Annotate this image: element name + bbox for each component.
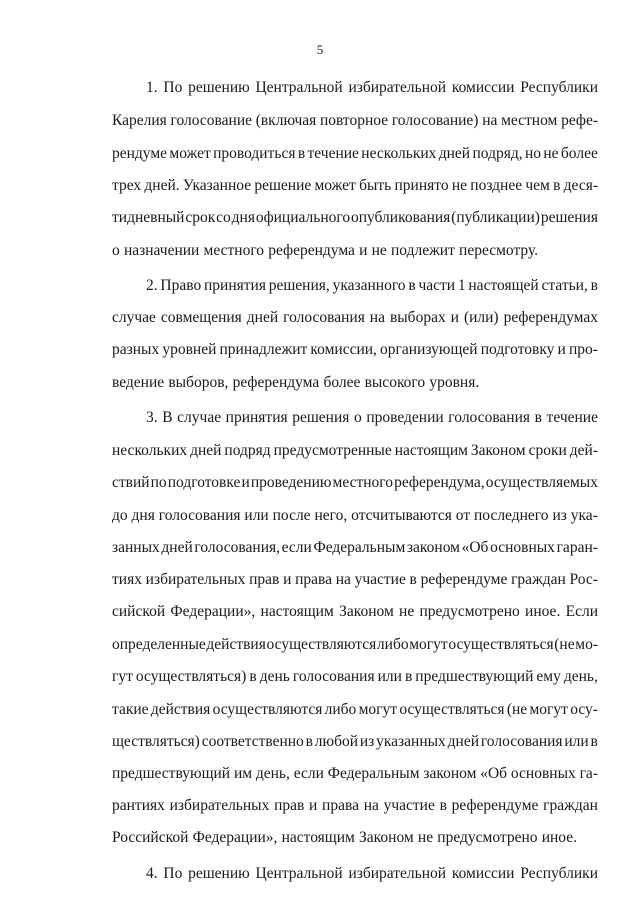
word: из <box>552 507 567 524</box>
word: назначении <box>123 242 200 259</box>
word: избирательной <box>348 865 447 882</box>
word: решению <box>188 865 250 882</box>
word: (публикации) <box>451 209 540 226</box>
word: (или) <box>463 309 499 326</box>
word: права <box>322 797 359 814</box>
text-line <box>112 790 598 822</box>
text-line <box>112 822 598 854</box>
word: в <box>404 668 413 685</box>
word: разных <box>112 341 160 358</box>
word: проведению <box>250 474 332 491</box>
word: местном <box>501 112 558 129</box>
text-line <box>112 235 598 267</box>
word: дней <box>246 309 279 326</box>
word: могут <box>358 701 398 718</box>
word: в <box>297 145 306 162</box>
page-number: 5 <box>316 42 324 57</box>
word: участие <box>354 571 406 588</box>
word: осуществляться <box>399 701 505 718</box>
word: после <box>272 507 311 524</box>
word: Право <box>160 277 202 294</box>
word: случае <box>177 409 222 426</box>
word: избирательных <box>145 571 246 588</box>
word: комиссии <box>451 79 515 96</box>
word: позднее <box>470 177 523 194</box>
word: гут <box>112 668 133 685</box>
word: высокого <box>364 374 426 391</box>
word: ствий <box>112 474 150 491</box>
text-line <box>112 138 598 170</box>
word: иное. <box>541 829 578 846</box>
word: течение <box>546 409 598 426</box>
word: подряд <box>224 442 271 459</box>
word: в <box>305 733 313 750</box>
word: подготовку <box>480 341 555 358</box>
word: опубликования <box>350 209 451 226</box>
word: о <box>112 242 120 259</box>
word: и <box>309 797 318 814</box>
word: дей- <box>569 442 598 459</box>
word: решение <box>254 177 312 194</box>
word: случае <box>112 309 156 326</box>
word: не <box>417 829 434 846</box>
word: референдуме <box>451 797 539 814</box>
word: него, <box>314 507 348 524</box>
word: Законом <box>339 603 394 620</box>
word: решения <box>540 209 598 226</box>
word: из <box>359 733 375 750</box>
word: права <box>295 571 332 588</box>
word: в <box>409 571 417 588</box>
word: уровня. <box>429 374 480 391</box>
text-line <box>112 500 598 532</box>
word: осуществляться) <box>135 668 247 685</box>
word: в <box>553 177 561 194</box>
word: на <box>369 309 385 326</box>
text-line <box>112 629 598 661</box>
word: уровней <box>162 341 217 358</box>
word: 1 <box>457 277 466 294</box>
word: день, <box>255 765 290 782</box>
word: в <box>590 733 598 750</box>
word: со <box>216 209 231 226</box>
text-line <box>112 467 598 499</box>
word: деся- <box>563 177 598 194</box>
word: Федерации», <box>192 829 278 846</box>
word: дней <box>161 539 193 556</box>
word: местного <box>203 242 265 259</box>
word: 1. <box>146 79 158 96</box>
word: настоящим <box>260 603 334 620</box>
word: нескольких <box>112 442 188 459</box>
word: местного <box>332 474 394 491</box>
word: принятия <box>225 409 288 426</box>
word: решения <box>292 409 350 426</box>
word: проводиться <box>213 145 296 162</box>
word: решению <box>188 79 250 96</box>
word: и <box>557 341 566 358</box>
word: принято <box>394 177 449 194</box>
text-line <box>112 694 598 726</box>
word: статьи, <box>541 277 588 294</box>
word: дня <box>131 507 155 524</box>
word: тидневный <box>112 209 185 226</box>
word: выборах <box>389 309 446 326</box>
word: более <box>323 374 361 391</box>
word: подготовке <box>167 474 241 491</box>
word: принадлежит <box>219 341 308 358</box>
word: может <box>169 145 211 162</box>
word: голосования <box>448 409 531 426</box>
word: и <box>450 309 459 326</box>
word: Если <box>565 603 598 620</box>
word: рефе- <box>561 112 598 129</box>
word: если <box>293 765 324 782</box>
word: избирательных <box>169 797 270 814</box>
word: либо <box>324 701 357 718</box>
word: если <box>281 539 312 556</box>
word: более <box>560 145 598 162</box>
word: действия <box>150 701 211 718</box>
word: ществляться) <box>112 733 200 750</box>
word: законом <box>406 539 460 556</box>
word: голосования <box>283 309 365 326</box>
word: комиссии, <box>310 341 377 358</box>
word: о <box>354 409 362 426</box>
word: на <box>363 797 379 814</box>
word: «Об <box>480 765 508 782</box>
word: может <box>314 177 356 194</box>
word: Рос- <box>569 571 598 588</box>
word: но <box>524 145 542 162</box>
word: Федеральным <box>327 765 420 782</box>
word: подлежит <box>390 242 455 259</box>
word: основных <box>490 539 555 556</box>
word: референдумах <box>503 309 598 326</box>
word: предшествующий <box>112 765 231 782</box>
word: принятия <box>203 277 266 294</box>
word: любой <box>314 733 359 750</box>
word: части <box>418 277 456 294</box>
word: чем <box>525 177 550 194</box>
text-line <box>146 402 598 434</box>
word: осуществляться <box>448 636 554 653</box>
word: дней <box>190 442 222 459</box>
word: голосования <box>480 733 563 750</box>
word: и <box>359 242 368 259</box>
word: день <box>259 668 290 685</box>
word: соответственно <box>201 733 304 750</box>
word: последнего <box>474 507 549 524</box>
word: в <box>439 797 447 814</box>
word: Российской <box>112 829 189 846</box>
word: По <box>163 865 183 882</box>
text-line <box>112 367 598 399</box>
word: «Об <box>461 539 489 556</box>
word: голосования <box>158 507 241 524</box>
word: осуществляются <box>212 701 323 718</box>
word: участие <box>383 797 435 814</box>
word: голосование <box>170 112 252 129</box>
text-line <box>112 661 598 693</box>
word: Центральной <box>255 865 343 882</box>
word: пересмотру. <box>459 242 539 259</box>
word: (включая <box>255 112 317 129</box>
word: подряд, <box>472 145 523 162</box>
word: дней <box>438 145 471 162</box>
word: день, <box>563 668 598 685</box>
word: 3. <box>146 409 158 426</box>
word: граждан <box>543 797 598 814</box>
word: до <box>112 507 128 524</box>
word: 2. <box>146 277 158 294</box>
text-line <box>112 302 598 334</box>
word: тиях <box>112 571 142 588</box>
word: дней <box>447 733 479 750</box>
word: Указанное <box>182 177 252 194</box>
word: могут <box>529 701 568 718</box>
word: Федерации», <box>170 603 256 620</box>
word: определенные <box>112 636 206 653</box>
word: на <box>482 112 498 129</box>
word: осуществляются <box>266 636 377 653</box>
word: настоящим <box>281 829 355 846</box>
word: В <box>162 409 173 426</box>
word: избирательной <box>348 79 447 96</box>
word: совмещения <box>160 309 242 326</box>
text-line <box>146 72 598 104</box>
word: ука- <box>570 507 598 524</box>
text-line <box>112 564 598 596</box>
word: или <box>377 668 402 685</box>
word: настоящим <box>394 442 468 459</box>
word: про- <box>568 341 598 358</box>
word: комиссии <box>451 865 515 882</box>
word: в <box>249 668 257 685</box>
word: течение <box>307 145 359 162</box>
word: или <box>244 507 269 524</box>
word: либо <box>376 636 409 653</box>
word: мо- <box>575 636 598 653</box>
word: прав <box>249 571 280 588</box>
word: Законом <box>470 442 526 459</box>
word: сийской <box>112 603 166 620</box>
text-line <box>112 596 598 628</box>
word: осуществляемых <box>485 474 598 491</box>
word: ведение <box>112 374 165 391</box>
word: ему <box>536 668 561 685</box>
word: 4. <box>146 865 158 882</box>
text-line <box>112 532 598 564</box>
word: граждан <box>511 571 566 588</box>
word: Республики <box>520 79 598 96</box>
word: дня <box>231 209 255 226</box>
word: указанных <box>376 733 446 750</box>
word: рендуме <box>112 145 168 162</box>
text-line <box>112 170 598 202</box>
word: организующей <box>380 341 478 358</box>
word: предшествующий <box>415 668 534 685</box>
word: По <box>163 79 183 96</box>
word: нескольких <box>361 145 437 162</box>
word: законом <box>423 765 477 782</box>
word: по <box>150 474 167 491</box>
word: занных <box>112 539 160 556</box>
word: сроки <box>528 442 567 459</box>
word: такие <box>112 701 149 718</box>
word: (не <box>506 701 528 718</box>
text-line <box>146 270 598 302</box>
word: референдуме <box>420 571 508 588</box>
word: голосование) <box>391 112 479 129</box>
word: повторное <box>319 112 389 129</box>
word: могут <box>409 636 448 653</box>
text-line <box>112 105 598 137</box>
word: референдума <box>232 374 320 391</box>
word: га- <box>579 765 598 782</box>
word: выборов, <box>168 374 229 391</box>
word: предусмотрено <box>419 603 520 620</box>
word: указанного <box>332 277 406 294</box>
text-line <box>112 334 598 366</box>
text-line <box>112 435 598 467</box>
text-line <box>146 858 598 890</box>
word: Законом <box>359 829 414 846</box>
word: и <box>283 571 292 588</box>
word: прав <box>274 797 305 814</box>
text-line <box>112 758 598 790</box>
word: иное. <box>525 603 561 620</box>
word: рантиях <box>112 797 165 814</box>
word: решения, <box>268 277 330 294</box>
word: в <box>590 277 598 294</box>
word: осу- <box>570 701 598 718</box>
word: референдума, <box>394 474 485 491</box>
word: Республики <box>520 865 598 882</box>
word: (не <box>554 636 575 653</box>
word: не <box>543 145 559 162</box>
word: не <box>451 177 468 194</box>
word: не <box>399 603 415 620</box>
word: на <box>335 571 351 588</box>
word: официального <box>255 209 351 226</box>
word: в <box>534 409 542 426</box>
word: срок <box>185 209 216 226</box>
word: голосования, <box>194 539 281 556</box>
word: Карелия <box>112 112 167 129</box>
word: им <box>233 765 253 782</box>
word: проведении <box>366 409 444 426</box>
word: предусмотрено <box>437 829 538 846</box>
text-line <box>112 202 598 234</box>
word: в <box>408 277 416 294</box>
word: или <box>564 733 589 750</box>
word: основных <box>510 765 576 782</box>
word: дней. <box>144 177 180 194</box>
word: отсчитываются <box>351 507 452 524</box>
word: референдума <box>268 242 355 259</box>
word: предусмотренные <box>273 442 392 459</box>
word: от <box>455 507 471 524</box>
word: быть <box>359 177 392 194</box>
word: голосования <box>292 668 375 685</box>
word: и <box>241 474 250 491</box>
word: трех <box>112 177 142 194</box>
word: действия <box>206 636 266 653</box>
text-line <box>112 726 598 758</box>
word: не <box>371 242 387 259</box>
word: гаран- <box>556 539 598 556</box>
word: Центральной <box>255 79 343 96</box>
word: настоящей <box>468 277 539 294</box>
word: Федеральным <box>313 539 406 556</box>
